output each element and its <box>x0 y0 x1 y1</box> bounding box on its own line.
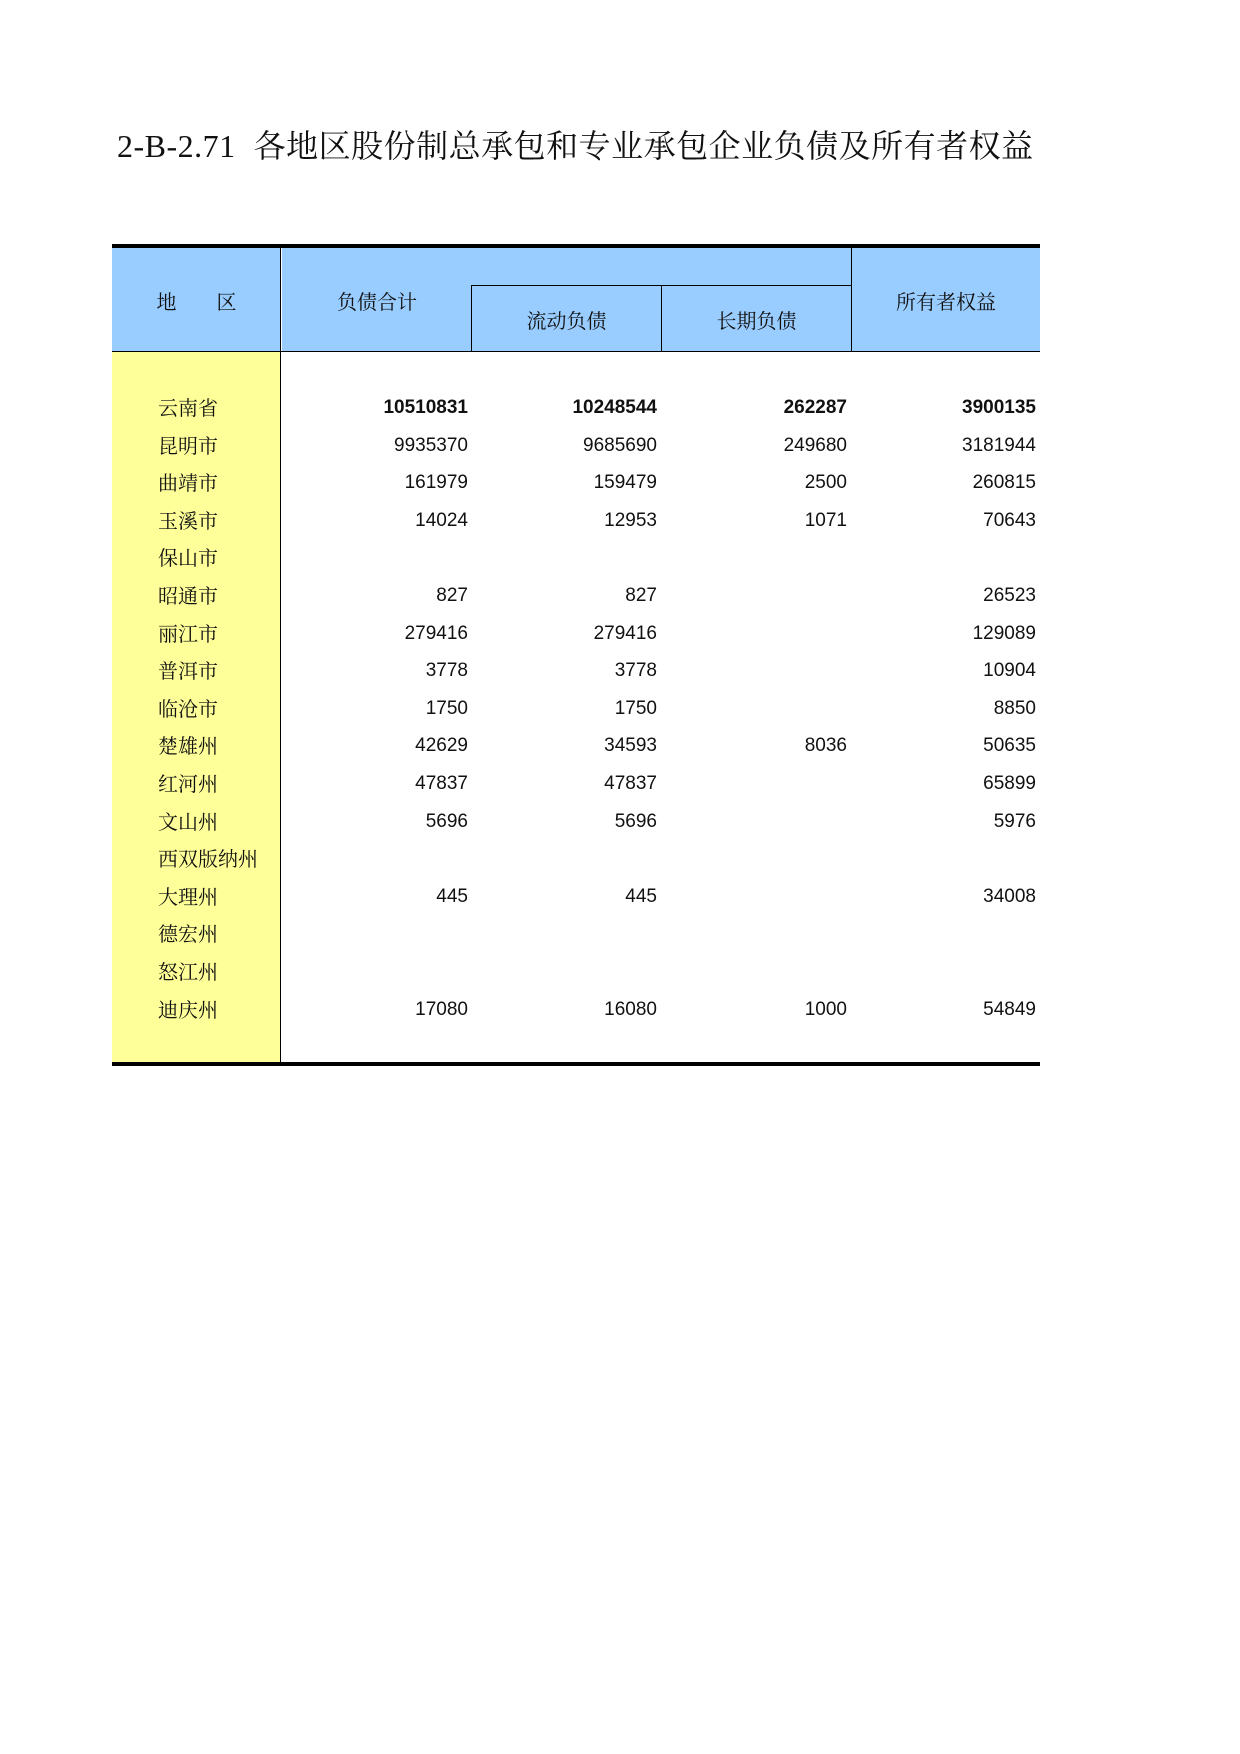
long-term-liabilities-value <box>661 616 847 652</box>
current-liabilities-value: 10248544 <box>572 397 657 418</box>
table-row <box>112 916 1040 952</box>
total-liabilities-value <box>282 916 468 952</box>
current-liabilities-value: 16080 <box>604 998 657 1020</box>
table-row <box>112 728 1040 764</box>
header-long-term-liabilities: 长期负债 <box>716 308 797 333</box>
current-liabilities-value: 3778 <box>614 660 657 682</box>
total-liabilities-value: 1750 <box>425 697 468 719</box>
current-liabilities-value <box>472 954 657 990</box>
long-term-liabilities-value <box>661 916 847 952</box>
owners-equity-value <box>851 916 1036 952</box>
total-liabilities-value: 445 <box>436 885 468 907</box>
table-row <box>112 804 1040 840</box>
owners-equity-value: 3181944 <box>962 434 1036 456</box>
total-liabilities-value <box>282 540 468 576</box>
long-term-liabilities-value: 1000 <box>804 998 847 1020</box>
total-liabilities-value: 10510831 <box>383 397 468 418</box>
total-liabilities-value: 17080 <box>415 998 468 1020</box>
owners-equity-value: 129089 <box>972 622 1036 644</box>
owners-equity-value: 50635 <box>983 735 1036 757</box>
total-liabilities-value: 9935370 <box>394 434 468 456</box>
owners-equity-value <box>851 841 1036 877</box>
table-row <box>112 428 1040 464</box>
current-liabilities-value: 827 <box>625 585 657 606</box>
total-liabilities-value: 47837 <box>415 773 468 794</box>
table-row <box>112 653 1040 689</box>
table-row <box>112 503 1040 539</box>
table-code: 2-B-2.71 <box>117 128 236 164</box>
region-name: 迪庆州 <box>158 997 218 1022</box>
long-term-liabilities-value <box>661 578 847 614</box>
divider-sub-top <box>471 285 852 286</box>
table-row <box>112 954 1040 990</box>
owners-equity-value: 5976 <box>993 810 1036 832</box>
header-region <box>112 248 281 352</box>
total-liabilities-value <box>282 954 468 990</box>
header-owners-equity <box>852 248 1040 352</box>
owners-equity-value <box>851 954 1036 990</box>
region-name: 德宏州 <box>158 922 218 947</box>
header-region-label: 地 区 <box>156 289 237 314</box>
divider-sub-2 <box>661 285 662 352</box>
divider-equity <box>851 248 852 352</box>
owners-equity-value <box>851 540 1036 576</box>
region-name: 保山市 <box>158 546 218 571</box>
region-name: 西双版纳州 <box>158 847 258 872</box>
region-name: 丽江市 <box>158 621 218 646</box>
current-liabilities-value: 9685690 <box>583 434 657 456</box>
long-term-liabilities-value: 262287 <box>783 397 847 418</box>
current-liabilities-value: 1750 <box>614 697 657 719</box>
table-row <box>112 578 1040 614</box>
total-liabilities-value: 42629 <box>415 735 468 757</box>
long-term-liabilities-value <box>661 841 847 877</box>
table-row <box>112 390 1040 426</box>
current-liabilities-value <box>472 916 657 952</box>
region-name: 怒江州 <box>158 960 218 984</box>
table-row <box>112 691 1040 727</box>
owners-equity-value: 65899 <box>983 773 1036 794</box>
current-liabilities-value: 159479 <box>593 472 657 494</box>
region-name: 玉溪市 <box>158 508 218 533</box>
region-name: 昭通市 <box>158 584 218 608</box>
total-liabilities-value: 3778 <box>425 660 468 682</box>
owners-equity-value: 8850 <box>993 697 1036 719</box>
current-liabilities-value: 445 <box>625 885 657 907</box>
owners-equity-value: 34008 <box>983 885 1036 907</box>
table-title <box>117 118 1040 174</box>
region-name: 大理州 <box>158 884 218 909</box>
region-name: 临沧市 <box>158 696 218 721</box>
current-liabilities-value <box>472 841 657 877</box>
total-liabilities-value: 827 <box>436 585 468 606</box>
region-name: 楚雄州 <box>158 734 218 759</box>
table-row <box>112 992 1040 1028</box>
region-name: 昆明市 <box>158 433 218 458</box>
current-liabilities-value: 5696 <box>614 810 657 832</box>
long-term-liabilities-value <box>661 766 847 802</box>
region-name: 曲靖市 <box>158 471 218 496</box>
region-name: 红河州 <box>158 772 218 796</box>
owners-equity-value: 70643 <box>983 509 1036 531</box>
total-liabilities-value: 14024 <box>415 509 468 531</box>
owners-equity-value: 3900135 <box>962 397 1036 418</box>
table-row <box>112 616 1040 652</box>
current-liabilities-value: 47837 <box>604 773 657 794</box>
current-liabilities-value <box>472 540 657 576</box>
total-liabilities-value: 161979 <box>404 472 468 494</box>
table-row <box>112 841 1040 877</box>
long-term-liabilities-value: 1071 <box>804 509 847 531</box>
current-liabilities-value: 12953 <box>604 509 657 531</box>
current-liabilities-value: 279416 <box>593 622 657 644</box>
table-row <box>112 540 1040 576</box>
total-liabilities-value <box>282 841 468 877</box>
owners-equity-value: 54849 <box>983 998 1036 1020</box>
header-owners-equity-label: 所有者权益 <box>896 289 996 314</box>
owners-equity-value: 26523 <box>983 585 1036 606</box>
owners-equity-value: 10904 <box>983 660 1036 682</box>
table-row <box>112 766 1040 802</box>
region-name: 云南省 <box>158 396 218 420</box>
long-term-liabilities-value <box>661 804 847 840</box>
header-current-liabilities: 流动负债 <box>526 308 607 333</box>
long-term-liabilities-value: 249680 <box>783 434 847 456</box>
region-name: 普洱市 <box>158 659 218 684</box>
long-term-liabilities-value <box>661 954 847 990</box>
current-liabilities-value: 34593 <box>604 735 657 757</box>
long-term-liabilities-value <box>661 691 847 727</box>
total-liabilities-value: 279416 <box>404 622 468 644</box>
long-term-liabilities-value <box>661 653 847 689</box>
table-row <box>112 879 1040 915</box>
divider-sub-1 <box>471 285 472 352</box>
total-liabilities-value: 5696 <box>425 810 468 832</box>
long-term-liabilities-value <box>661 540 847 576</box>
long-term-liabilities-value: 8036 <box>804 735 847 757</box>
table-title-text: 各地区股份制总承包和专业承包企业负债及所有者权益 <box>253 127 1034 165</box>
table-row <box>112 465 1040 501</box>
header-total-liabilities: 负债合计 <box>337 289 417 314</box>
bottom-rule <box>112 1062 1040 1066</box>
long-term-liabilities-value: 2500 <box>804 472 847 494</box>
data-table <box>112 244 1040 1066</box>
owners-equity-value: 260815 <box>972 472 1036 494</box>
region-name: 文山州 <box>158 809 218 834</box>
long-term-liabilities-value <box>661 879 847 915</box>
